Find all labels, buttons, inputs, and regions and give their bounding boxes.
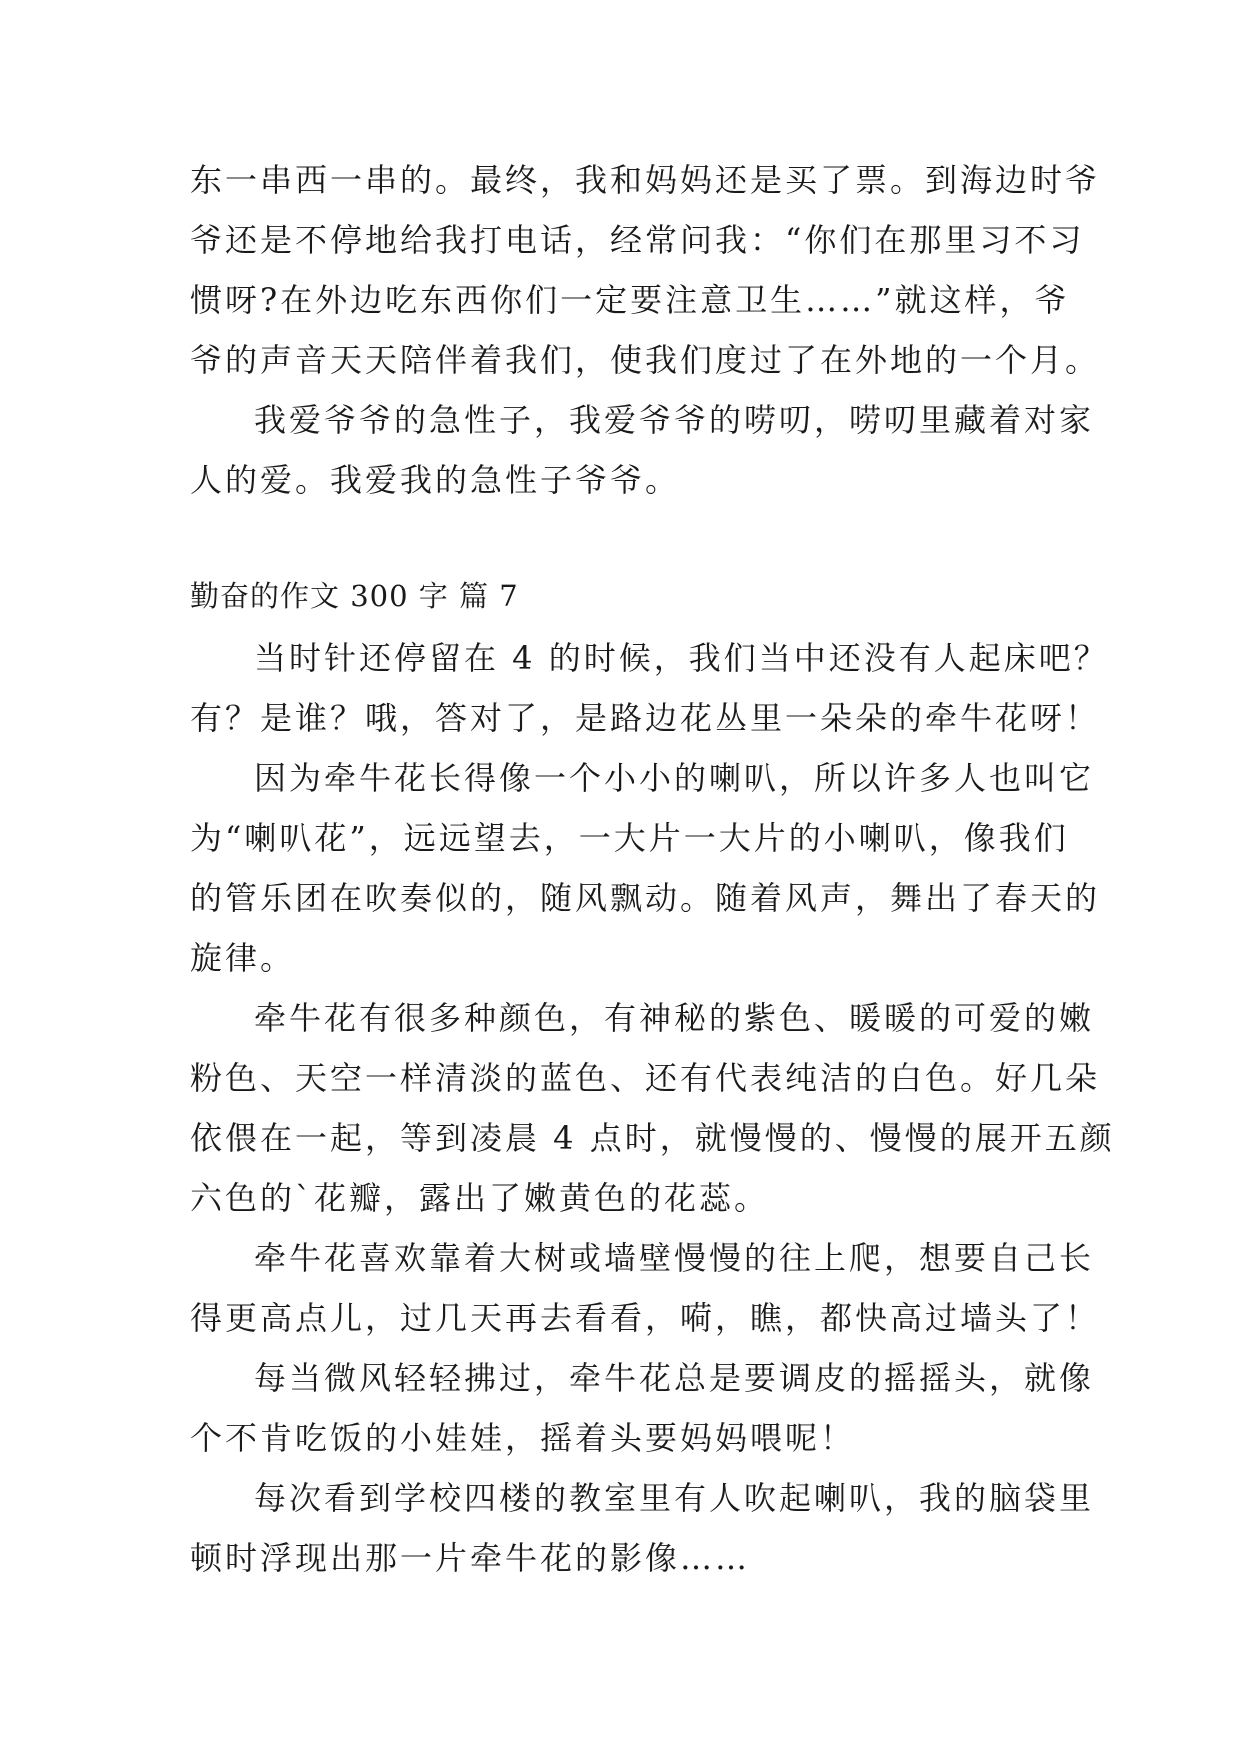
text-line: 人的爱。我爱我的急性子爷爷。 xyxy=(190,461,681,499)
text-line: 顿时浮现出那一片牵牛花的影像…… xyxy=(190,1539,751,1577)
previous-section-text xyxy=(190,150,1101,510)
text-line: 每当微风轻轻拂过，牵牛花总是要调皮的摇摇头，就像 xyxy=(254,1359,1095,1397)
text-line: 每次看到学校四楼的教室里有人吹起喇叭，我的脑袋里 xyxy=(254,1479,1095,1517)
text-line: 旋律。 xyxy=(190,939,296,977)
text-line: 六色的`花瓣，露出了嫩黄色的花蕊。 xyxy=(190,1179,770,1217)
text-line: 牵牛花喜欢靠着大树或墙壁慢慢的往上爬，想要自己长 xyxy=(254,1239,1095,1277)
text-line: 当时针还停留在 4 的时候，我们当中还没有人起床吧？ xyxy=(254,639,1109,677)
text-line: 粉色、天空一样清淡的蓝色、还有代表纯洁的白色。好几朵 xyxy=(190,1059,1101,1097)
text-line: 爷还是不停地给我打电话，经常问我：“你们在那里习不习 xyxy=(190,221,1085,259)
text-line: 牵牛花有很多种颜色，有神秘的紫色、暖暖的可爱的嫩 xyxy=(254,999,1095,1037)
essay-title: 勤奋的作文 300 字 篇 7 xyxy=(190,579,519,613)
text-line: 为“喇叭花”，远远望去，一大片一大片的小喇叭，像我们 xyxy=(190,819,1069,857)
text-line: 东一串西一串的。最终，我和妈妈还是买了票。到海边时爷 xyxy=(190,161,1101,199)
text-line: 因为牵牛花长得像一个小小的喇叭，所以许多人也叫它 xyxy=(254,759,1095,797)
essay-body xyxy=(190,628,1115,1588)
text-line: 得更高点儿，过几天再去看看，嗬，瞧，都快高过墙头了！ xyxy=(190,1299,1101,1337)
text-line: 我爱爷爷的急性子，我爱爷爷的唠叨，唠叨里藏着对家 xyxy=(254,401,1095,439)
text-line: 有？是谁？哦，答对了，是路边花丛里一朵朵的牵牛花呀！ xyxy=(190,699,1101,737)
text-line: 依偎在一起，等到凌晨 4 点时，就慢慢的、慢慢的展开五颜 xyxy=(190,1119,1115,1157)
text-line: 个不肯吃饭的小娃娃，摇着头要妈妈喂呢！ xyxy=(190,1419,856,1457)
text-line: 的管乐团在吹奏似的，随风飘动。随着风声，舞出了春天的 xyxy=(190,879,1101,917)
text-line: 惯呀?在外边吃东西你们一定要注意卫生……”就这样，爷 xyxy=(190,281,1070,319)
text-line: 爷的声音天天陪伴着我们，使我们度过了在外地的一个月。 xyxy=(190,341,1101,379)
